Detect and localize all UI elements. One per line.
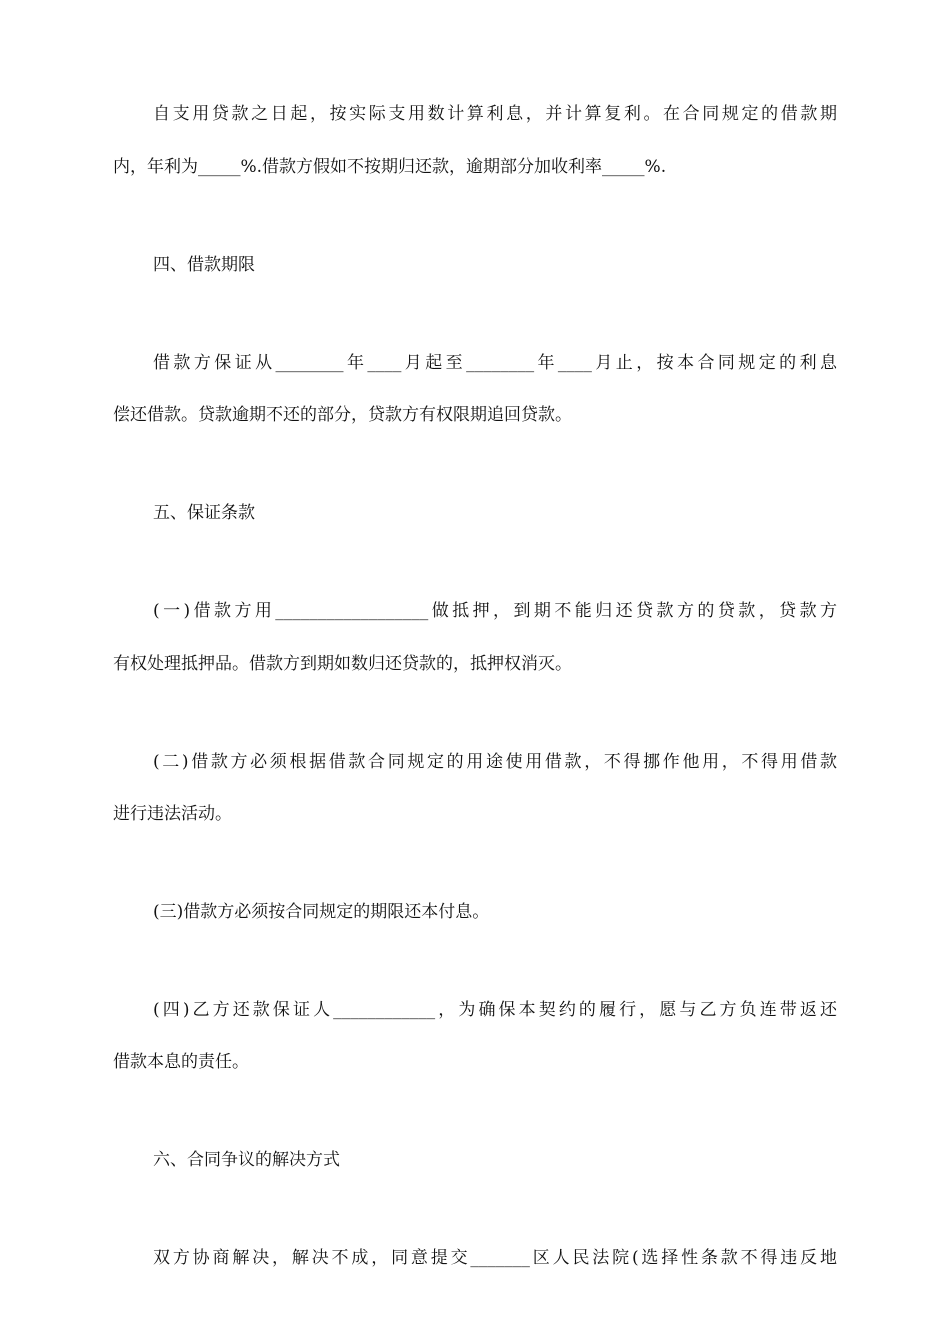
paragraph-loan-term-line-1: 借款方保证从________年____月起至________年____月止，按本合同规定的利息 [153,353,837,373]
clause-4-line-2: 借款本息的责任。 [113,1052,249,1072]
paragraph-interest-line-2: 内，年利为_____%.借款方假如不按期归还款，逾期部分加收利率_____%. [113,157,667,177]
paragraph-loan-term-line-2: 偿还借款。贷款逾期不还的部分，贷款方有权限期追回贷款。 [113,405,572,425]
clause-4-line-1: (四)乙方还款保证人____________，为确保本契约的履行，愿与乙方负连带返还 [153,1000,837,1020]
clause-1-line-1: (一)借款方用__________________做抵押，到期不能归还贷款方的贷款，贷款方 [153,601,837,621]
clause-3-line-1: (三)借款方必须按合同规定的期限还本付息。 [153,902,490,922]
clause-2-line-1: (二)借款方必须根据借款合同规定的用途使用借款，不得挪作他用，不得用借款 [153,752,837,772]
section-heading-loan-term: 四、借款期限 [153,255,255,275]
paragraph-interest-line-1: 自支用贷款之日起，按实际支用数计算利息，并计算复利。在合同规定的借款期 [153,104,837,124]
section-heading-dispute-resolution: 六、合同争议的解决方式 [153,1150,340,1170]
clause-2-line-2: 进行违法活动。 [113,804,232,824]
paragraph-dispute-line-1: 双方协商解决，解决不成，同意提交_______区人民法院(选择性条款不得违反地 [153,1248,837,1268]
section-heading-guarantee: 五、保证条款 [153,503,255,523]
clause-1-line-2: 有权处理抵押品。借款方到期如数归还贷款的，抵押权消灭。 [113,654,572,674]
